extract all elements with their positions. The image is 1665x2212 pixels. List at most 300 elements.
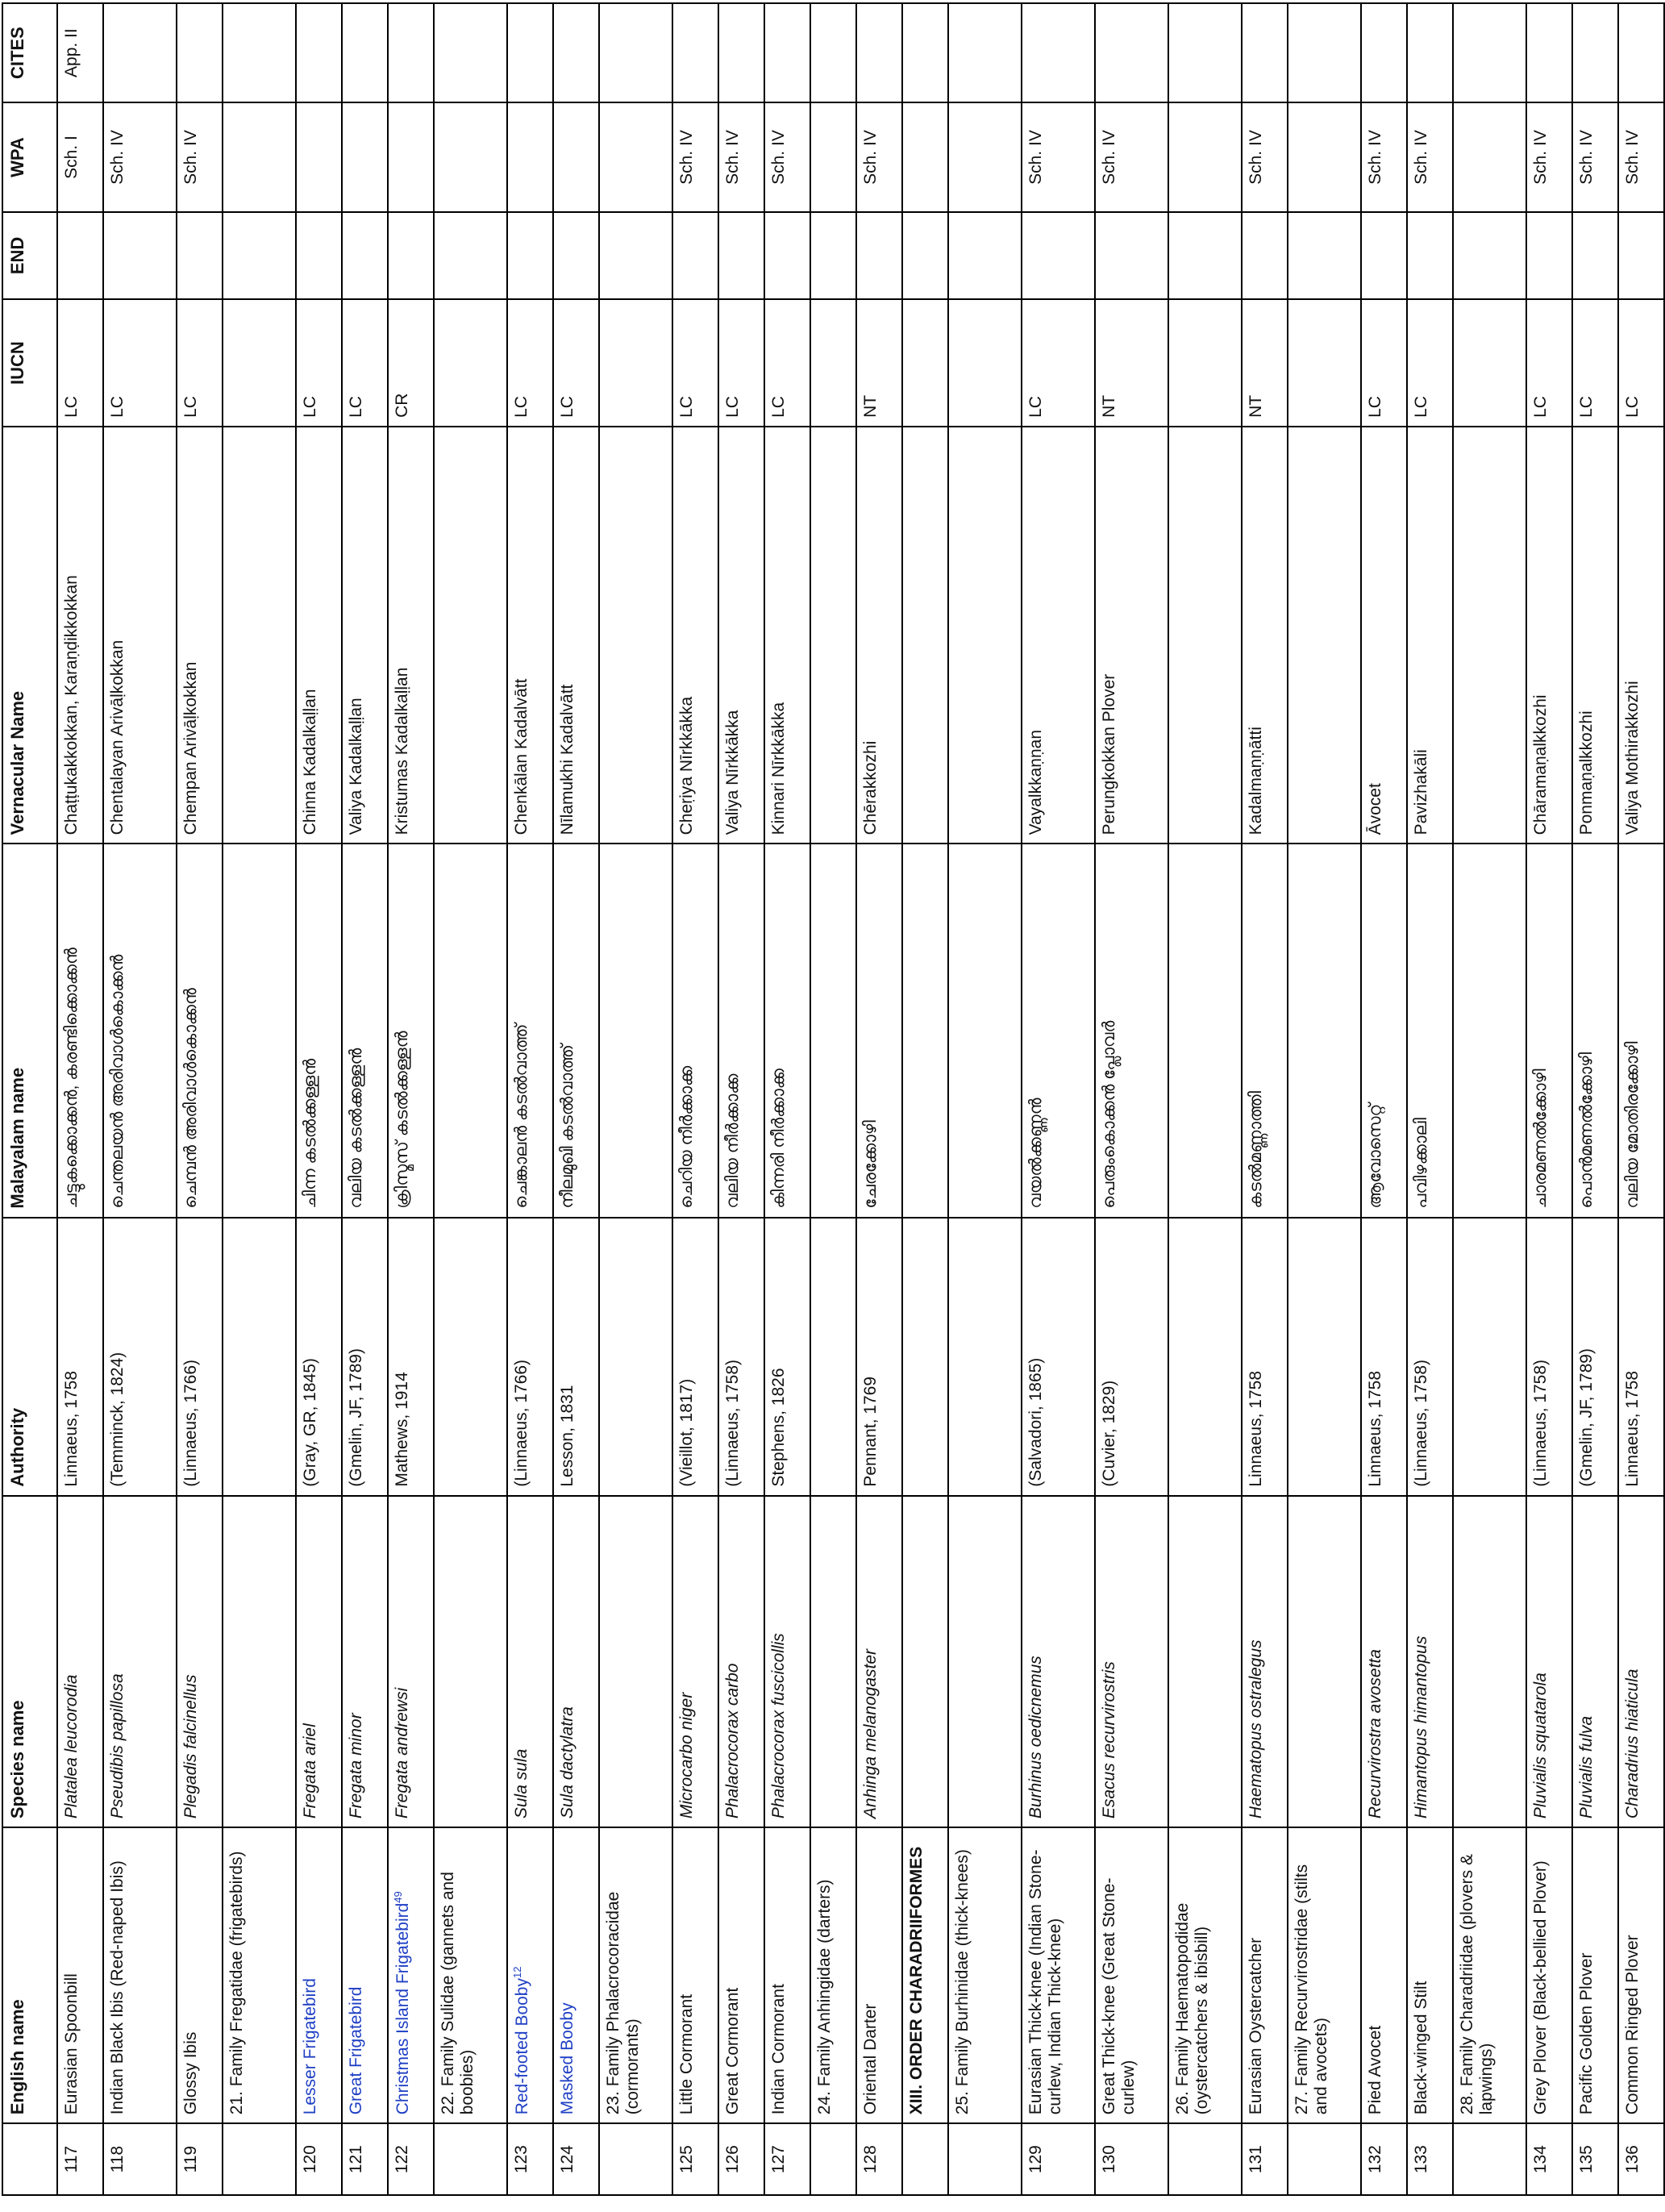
english-name bbox=[1361, 1827, 1407, 2123]
empty-cell bbox=[434, 299, 507, 427]
row-number: 132 bbox=[1361, 2123, 1407, 2195]
species-name: Microcarbo niger bbox=[672, 1496, 718, 1828]
empty-cell bbox=[1453, 299, 1526, 427]
english-name bbox=[388, 1827, 434, 2123]
authority: (Vieillot, 1817) bbox=[672, 1218, 718, 1496]
empty-cell bbox=[223, 3, 296, 102]
table-body bbox=[57, 3, 1664, 2195]
end-status bbox=[718, 212, 764, 299]
cites-appendix bbox=[1361, 3, 1407, 102]
english-name bbox=[856, 1827, 902, 2123]
english-name-text: Eurasian Thick-knee (Indian Stone-curlew, Indian Thick-knee) bbox=[1026, 1849, 1065, 2115]
row-number: 119 bbox=[177, 2123, 223, 2195]
end-status bbox=[1095, 212, 1168, 299]
row-number: 135 bbox=[1572, 2123, 1618, 2195]
row-number: 122 bbox=[388, 2123, 434, 2195]
wpa-schedule bbox=[507, 102, 553, 212]
malayalam-name: വലിയ നീർക്കാക്ക bbox=[718, 844, 764, 1217]
wpa-schedule bbox=[296, 102, 342, 212]
end-status bbox=[296, 212, 342, 299]
empty-cell bbox=[1288, 1218, 1361, 1496]
authority: Linnaeus, 1758 bbox=[57, 1218, 103, 1496]
empty-cell bbox=[1288, 844, 1361, 1217]
header-malayalam-name: Malayalam name bbox=[2, 844, 57, 1217]
family-heading: 25. Family Burhinidae (thick-knees) bbox=[948, 1827, 1022, 2123]
row-number-empty bbox=[810, 2123, 856, 2195]
wpa-schedule: Sch. IV bbox=[1572, 102, 1618, 212]
empty-cell bbox=[902, 1218, 948, 1496]
family-heading: 26. Family Haematopodidae (oystercatchers & ibisbill) bbox=[1168, 1827, 1242, 2123]
vernacular-name: Chempan Arivāḷkokkan bbox=[177, 427, 223, 844]
malayalam-name: ചെറിയ നീർക്കാക്ക bbox=[672, 844, 718, 1217]
english-name-text: Grey Plover (Black-bellied Plover) bbox=[1531, 1860, 1550, 2115]
row-number-empty bbox=[434, 2123, 507, 2195]
table-row bbox=[296, 3, 342, 2195]
vernacular-name: Nīlamukhi Kadalvātt bbox=[553, 427, 599, 844]
vernacular-name: Kinnari Nīrkkākka bbox=[764, 427, 810, 844]
end-status bbox=[177, 212, 223, 299]
authority: Linnaeus, 1758 bbox=[1618, 1218, 1664, 1496]
empty-cell bbox=[599, 212, 672, 299]
end-status bbox=[553, 212, 599, 299]
table-row bbox=[1618, 3, 1664, 2195]
empty-cell bbox=[1288, 212, 1361, 299]
header-english-name: English name bbox=[2, 1827, 57, 2123]
empty-cell bbox=[902, 3, 948, 102]
table-row bbox=[342, 3, 388, 2195]
vernacular-name: Chentalayan Arivāḷkokkan bbox=[103, 427, 177, 844]
malayalam-name: ചെമ്പൻ അരിവാൾകൊക്കൻ bbox=[177, 844, 223, 1217]
cites-appendix bbox=[1095, 3, 1168, 102]
english-name bbox=[1022, 1827, 1095, 2123]
authority: Mathews, 1914 bbox=[388, 1218, 434, 1496]
empty-cell bbox=[223, 102, 296, 212]
empty-cell bbox=[1453, 212, 1526, 299]
cites-appendix bbox=[1618, 3, 1664, 102]
english-name bbox=[1572, 1827, 1618, 2123]
table-row bbox=[553, 3, 599, 2195]
authority: Linnaeus, 1758 bbox=[1361, 1218, 1407, 1496]
english-name bbox=[342, 1827, 388, 2123]
empty-cell bbox=[599, 299, 672, 427]
empty-cell bbox=[948, 427, 1022, 844]
english-name-text: Glossy Ibis bbox=[181, 2031, 200, 2115]
vernacular-name: Chaṭṭukakkokkan, Karaṇḍikkokkan bbox=[57, 427, 103, 844]
cites-appendix bbox=[1572, 3, 1618, 102]
header-number bbox=[2, 2123, 57, 2195]
row-number: 125 bbox=[672, 2123, 718, 2195]
empty-cell bbox=[223, 1218, 296, 1496]
empty-cell bbox=[1168, 299, 1242, 427]
empty-cell bbox=[810, 1496, 856, 1828]
english-name bbox=[672, 1827, 718, 2123]
empty-cell bbox=[948, 3, 1022, 102]
english-name bbox=[718, 1827, 764, 2123]
cites-appendix bbox=[1407, 3, 1453, 102]
authority: Linnaeus, 1758 bbox=[1242, 1218, 1288, 1496]
empty-cell bbox=[599, 844, 672, 1217]
authority: (Linnaeus, 1758) bbox=[1407, 1218, 1453, 1496]
english-name-text: Eurasian Spoonbill bbox=[62, 1973, 81, 2115]
species-name: Haematopus ostralegus bbox=[1242, 1496, 1288, 1828]
vernacular-name: Chinna Kadalkaḷḷan bbox=[296, 427, 342, 844]
cites-appendix bbox=[1526, 3, 1572, 102]
authority: (Gray, GR, 1845) bbox=[296, 1218, 342, 1496]
authority: (Linnaeus, 1766) bbox=[177, 1218, 223, 1496]
iucn-status: LC bbox=[507, 299, 553, 427]
authority: (Linnaeus, 1758) bbox=[1526, 1218, 1572, 1496]
table-row bbox=[388, 3, 434, 2195]
empty-cell bbox=[434, 427, 507, 844]
footnote-ref: 49 bbox=[392, 1891, 404, 1903]
cites-appendix bbox=[296, 3, 342, 102]
table-row bbox=[1526, 3, 1572, 2195]
empty-cell bbox=[223, 844, 296, 1217]
empty-cell bbox=[599, 1218, 672, 1496]
authority: (Linnaeus, 1766) bbox=[507, 1218, 553, 1496]
wpa-schedule: Sch. IV bbox=[1095, 102, 1168, 212]
iucn-status: NT bbox=[1242, 299, 1288, 427]
wpa-schedule: Sch. IV bbox=[856, 102, 902, 212]
row-number: 134 bbox=[1526, 2123, 1572, 2195]
table-row bbox=[764, 3, 810, 2195]
row-number: 133 bbox=[1407, 2123, 1453, 2195]
malayalam-name: ചെന്തലയൻ അരിവാൾകൊക്കൻ bbox=[103, 844, 177, 1217]
malayalam-name: ആവോസെറ്റ് bbox=[1361, 844, 1407, 1217]
species-name: Phalacrocorax carbo bbox=[718, 1496, 764, 1828]
vernacular-name: Chāramaṇalkkozhi bbox=[1526, 427, 1572, 844]
iucn-status: NT bbox=[856, 299, 902, 427]
cites-appendix bbox=[103, 3, 177, 102]
english-name bbox=[1242, 1827, 1288, 2123]
iucn-status: LC bbox=[1526, 299, 1572, 427]
family-heading-row bbox=[948, 3, 1022, 2195]
wpa-schedule: Sch. IV bbox=[103, 102, 177, 212]
empty-cell bbox=[902, 212, 948, 299]
table-row bbox=[1361, 3, 1407, 2195]
wpa-schedule: Sch. IV bbox=[1618, 102, 1664, 212]
species-name: Pseudibis papillosa bbox=[103, 1496, 177, 1828]
english-name-text: Great Cormorant bbox=[723, 1987, 742, 2115]
authority: (Gmelin, JF, 1789) bbox=[1572, 1218, 1618, 1496]
species-name: Pluvialis fulva bbox=[1572, 1496, 1618, 1828]
empty-cell bbox=[434, 844, 507, 1217]
end-status bbox=[1242, 212, 1288, 299]
species-name: Himantopus himantopus bbox=[1407, 1496, 1453, 1828]
english-name-text: Eurasian Oystercatcher bbox=[1247, 1937, 1265, 2115]
iucn-status: LC bbox=[1618, 299, 1664, 427]
species-name: Fregata minor bbox=[342, 1496, 388, 1828]
table-row bbox=[177, 3, 223, 2195]
cites-appendix bbox=[1022, 3, 1095, 102]
english-name bbox=[1407, 1827, 1453, 2123]
empty-cell bbox=[434, 1496, 507, 1828]
species-name: Pluvialis squatarola bbox=[1526, 1496, 1572, 1828]
wpa-schedule: Sch. IV bbox=[177, 102, 223, 212]
family-heading: 21. Family Fregatidae (frigatebirds) bbox=[223, 1827, 296, 2123]
english-name-text: Indian Cormorant bbox=[769, 1984, 788, 2115]
vernacular-name: Āvocet bbox=[1361, 427, 1407, 844]
empty-cell bbox=[434, 212, 507, 299]
row-number-empty bbox=[599, 2123, 672, 2195]
vernacular-name: Kadalmaṇṇātti bbox=[1242, 427, 1288, 844]
cites-appendix bbox=[388, 3, 434, 102]
malayalam-name: പൊൻമണൽക്കോഴി bbox=[1572, 844, 1618, 1217]
end-status bbox=[672, 212, 718, 299]
end-status bbox=[1407, 212, 1453, 299]
cites-appendix bbox=[856, 3, 902, 102]
authority: Stephens, 1826 bbox=[764, 1218, 810, 1496]
family-heading: 23. Family Phalacrocoracidae (cormorants) bbox=[599, 1827, 672, 2123]
english-name-text: Little Cormorant bbox=[677, 1993, 696, 2115]
english-name bbox=[1618, 1827, 1664, 2123]
vernacular-name: Cheṛiya Nīrkkākka bbox=[672, 427, 718, 844]
malayalam-name: ചട്ടുകക്കൊക്കൻ, കരണ്ടിക്കൊക്കൻ bbox=[57, 844, 103, 1217]
empty-cell bbox=[1453, 1218, 1526, 1496]
header-species-name: Species name bbox=[2, 1496, 57, 1828]
iucn-status: LC bbox=[553, 299, 599, 427]
cites-appendix: App. II bbox=[57, 3, 103, 102]
iucn-status: LC bbox=[342, 299, 388, 427]
english-name bbox=[296, 1827, 342, 2123]
header-vernacular-name: Vernacular Name bbox=[2, 427, 57, 844]
species-name: Burhinus oedicnemus bbox=[1022, 1496, 1095, 1828]
table-row bbox=[856, 3, 902, 2195]
malayalam-name: കടൽമണ്ണാത്തി bbox=[1242, 844, 1288, 1217]
family-heading-row bbox=[434, 3, 507, 2195]
iucn-status: LC bbox=[764, 299, 810, 427]
wpa-schedule bbox=[553, 102, 599, 212]
cites-appendix bbox=[177, 3, 223, 102]
end-status bbox=[1361, 212, 1407, 299]
iucn-status: LC bbox=[296, 299, 342, 427]
empty-cell bbox=[902, 1496, 948, 1828]
family-heading-row bbox=[1168, 3, 1242, 2195]
english-name-text: Masked Booby bbox=[558, 2002, 577, 2115]
english-name-text: Christmas Island Frigatebird bbox=[393, 1902, 412, 2115]
authority: Pennant, 1769 bbox=[856, 1218, 902, 1496]
malayalam-name: വയൽക്കണ്ണൻ bbox=[1022, 844, 1095, 1217]
species-name: Esacus recurvirostris bbox=[1095, 1496, 1168, 1828]
species-name: Fregata andrewsi bbox=[388, 1496, 434, 1828]
family-heading-row bbox=[810, 3, 856, 2195]
header-iucn: IUCN bbox=[2, 299, 57, 427]
empty-cell bbox=[1453, 1496, 1526, 1828]
empty-cell bbox=[1168, 844, 1242, 1217]
end-status bbox=[1618, 212, 1664, 299]
row-number: 117 bbox=[57, 2123, 103, 2195]
cites-appendix bbox=[507, 3, 553, 102]
malayalam-name: കിന്നരി നീർക്കാക്ക bbox=[764, 844, 810, 1217]
empty-cell bbox=[599, 1496, 672, 1828]
family-heading-row bbox=[1288, 3, 1361, 2195]
iucn-status: LC bbox=[1572, 299, 1618, 427]
malayalam-name: പെരുംകൊക്കൻ പ്ലോവർ bbox=[1095, 844, 1168, 1217]
empty-cell bbox=[599, 102, 672, 212]
header-cites: CITES bbox=[2, 3, 57, 102]
empty-cell bbox=[1168, 3, 1242, 102]
empty-cell bbox=[810, 102, 856, 212]
species-name: Anhinga melanogaster bbox=[856, 1496, 902, 1828]
wpa-schedule bbox=[342, 102, 388, 212]
empty-cell bbox=[948, 299, 1022, 427]
english-name bbox=[177, 1827, 223, 2123]
vernacular-name: Valiya Mothirakkozhi bbox=[1618, 427, 1664, 844]
row-number: 129 bbox=[1022, 2123, 1095, 2195]
empty-cell bbox=[948, 1218, 1022, 1496]
english-name-text: Lesser Frigatebird bbox=[301, 1978, 319, 2115]
row-number: 121 bbox=[342, 2123, 388, 2195]
vernacular-name: Pavizhakāli bbox=[1407, 427, 1453, 844]
english-name-text: Indian Black Ibis (Red-naped Ibis) bbox=[108, 1860, 127, 2115]
empty-cell bbox=[1168, 1496, 1242, 1828]
end-status bbox=[57, 212, 103, 299]
empty-cell bbox=[810, 1218, 856, 1496]
wpa-schedule: Sch. I bbox=[57, 102, 103, 212]
english-name bbox=[1526, 1827, 1572, 2123]
iucn-status: LC bbox=[718, 299, 764, 427]
empty-cell bbox=[1453, 844, 1526, 1217]
row-number: 136 bbox=[1618, 2123, 1664, 2195]
empty-cell bbox=[223, 212, 296, 299]
table-row bbox=[1095, 3, 1168, 2195]
table-row bbox=[1407, 3, 1453, 2195]
table-row bbox=[57, 3, 103, 2195]
empty-cell bbox=[1288, 3, 1361, 102]
table-row bbox=[718, 3, 764, 2195]
end-status bbox=[1022, 212, 1095, 299]
empty-cell bbox=[902, 844, 948, 1217]
empty-cell bbox=[1288, 427, 1361, 844]
family-heading: 27. Family Recurvirostridae (stilts and avocets) bbox=[1288, 1827, 1361, 2123]
empty-cell bbox=[434, 3, 507, 102]
vernacular-name: Perungkokkan Plover bbox=[1095, 427, 1168, 844]
empty-cell bbox=[1288, 102, 1361, 212]
english-name-text: Oriental Darter bbox=[861, 2003, 880, 2115]
malayalam-name: പവിഴക്കാലി bbox=[1407, 844, 1453, 1217]
iucn-status: LC bbox=[672, 299, 718, 427]
empty-cell bbox=[223, 427, 296, 844]
empty-cell bbox=[1168, 1218, 1242, 1496]
empty-cell bbox=[902, 102, 948, 212]
empty-cell bbox=[810, 299, 856, 427]
wpa-schedule: Sch. IV bbox=[672, 102, 718, 212]
empty-cell bbox=[223, 1496, 296, 1828]
vernacular-name: Vayalkkaṇṇan bbox=[1022, 427, 1095, 844]
vernacular-name: Chenkālan Kadalvātt bbox=[507, 427, 553, 844]
row-number: 118 bbox=[103, 2123, 177, 2195]
wpa-schedule: Sch. IV bbox=[1526, 102, 1572, 212]
row-number-empty bbox=[948, 2123, 1022, 2195]
iucn-status: NT bbox=[1095, 299, 1168, 427]
authority: (Cuvier, 1829) bbox=[1095, 1218, 1168, 1496]
vernacular-name: Valiya Nīrkkākka bbox=[718, 427, 764, 844]
end-status bbox=[103, 212, 177, 299]
vernacular-name: Valiya Kadalkaḷḷan bbox=[342, 427, 388, 844]
empty-cell bbox=[810, 427, 856, 844]
english-name bbox=[1095, 1827, 1168, 2123]
english-name bbox=[103, 1827, 177, 2123]
row-number: 128 bbox=[856, 2123, 902, 2195]
wpa-schedule bbox=[388, 102, 434, 212]
end-status bbox=[1526, 212, 1572, 299]
cites-appendix bbox=[718, 3, 764, 102]
header-wpa: WPA bbox=[2, 102, 57, 212]
malayalam-name: ചിന്ന കടൽക്കള്ളൻ bbox=[296, 844, 342, 1217]
authority: (Gmelin, JF, 1789) bbox=[342, 1218, 388, 1496]
species-name: Plegadis falcinellus bbox=[177, 1496, 223, 1828]
table-row bbox=[1242, 3, 1288, 2195]
order-heading: XIII. ORDER CHARADRIIFORMES bbox=[902, 1827, 948, 2123]
english-name-text: Common Ringed Plover bbox=[1623, 1935, 1642, 2115]
family-heading-row bbox=[599, 3, 672, 2195]
empty-cell bbox=[1168, 427, 1242, 844]
species-name: Fregata ariel bbox=[296, 1496, 342, 1828]
species-name: Recurvirostra avosetta bbox=[1361, 1496, 1407, 1828]
iucn-status: LC bbox=[177, 299, 223, 427]
english-name-text: Pacific Golden Plover bbox=[1577, 1952, 1596, 2115]
header-authority: Authority bbox=[2, 1218, 57, 1496]
cites-appendix bbox=[553, 3, 599, 102]
authority: Lesson, 1831 bbox=[553, 1218, 599, 1496]
malayalam-name: ക്രിസ്മസ് കടൽക്കള്ളൻ bbox=[388, 844, 434, 1217]
family-heading: 28. Family Charadriidae (plovers & lapwings) bbox=[1453, 1827, 1526, 2123]
end-status bbox=[342, 212, 388, 299]
wpa-schedule: Sch. IV bbox=[718, 102, 764, 212]
family-heading-row bbox=[223, 3, 296, 2195]
table-row bbox=[1572, 3, 1618, 2195]
malayalam-name: ചെങ്കാലൻ കടൽവാത്ത് bbox=[507, 844, 553, 1217]
family-heading: 24. Family Anhingidae (darters) bbox=[810, 1827, 856, 2123]
empty-cell bbox=[948, 102, 1022, 212]
empty-cell bbox=[1453, 427, 1526, 844]
row-number: 131 bbox=[1242, 2123, 1288, 2195]
english-name bbox=[553, 1827, 599, 2123]
iucn-status: LC bbox=[1407, 299, 1453, 427]
malayalam-name: ചാരമണൽക്കോഴി bbox=[1526, 844, 1572, 1217]
cites-appendix bbox=[1242, 3, 1288, 102]
english-name-text: Black-winged Stilt bbox=[1412, 1981, 1430, 2115]
bird-checklist-table bbox=[2, 2, 1665, 2196]
cites-appendix bbox=[342, 3, 388, 102]
english-name-text: Great Thick-knee (Great Stone-curlew) bbox=[1100, 1877, 1138, 2115]
english-name-text: Pied Avocet bbox=[1366, 2025, 1384, 2115]
vernacular-name: Kristumas Kadalkaḷḷan bbox=[388, 427, 434, 844]
header-row bbox=[2, 3, 57, 2195]
english-name-text: Great Frigatebird bbox=[347, 1986, 365, 2115]
vernacular-name: Chērakkozhi bbox=[856, 427, 902, 844]
row-number-empty bbox=[902, 2123, 948, 2195]
empty-cell bbox=[902, 427, 948, 844]
species-name: Charadrius hiaticula bbox=[1618, 1496, 1664, 1828]
empty-cell bbox=[948, 844, 1022, 1217]
wpa-schedule: Sch. IV bbox=[764, 102, 810, 212]
iucn-status: LC bbox=[1361, 299, 1407, 427]
iucn-status: CR bbox=[388, 299, 434, 427]
wpa-schedule: Sch. IV bbox=[1407, 102, 1453, 212]
empty-cell bbox=[1453, 3, 1526, 102]
species-name: Sula sula bbox=[507, 1496, 553, 1828]
row-number: 123 bbox=[507, 2123, 553, 2195]
family-heading-row bbox=[1453, 3, 1526, 2195]
end-status bbox=[764, 212, 810, 299]
wpa-schedule: Sch. IV bbox=[1361, 102, 1407, 212]
vernacular-name: Ponmaṇalkkozhi bbox=[1572, 427, 1618, 844]
empty-cell bbox=[599, 427, 672, 844]
row-number: 120 bbox=[296, 2123, 342, 2195]
malayalam-name: വലിയ മോതിരക്കോഴി bbox=[1618, 844, 1664, 1217]
malayalam-name: ചേരക്കോഴി bbox=[856, 844, 902, 1217]
